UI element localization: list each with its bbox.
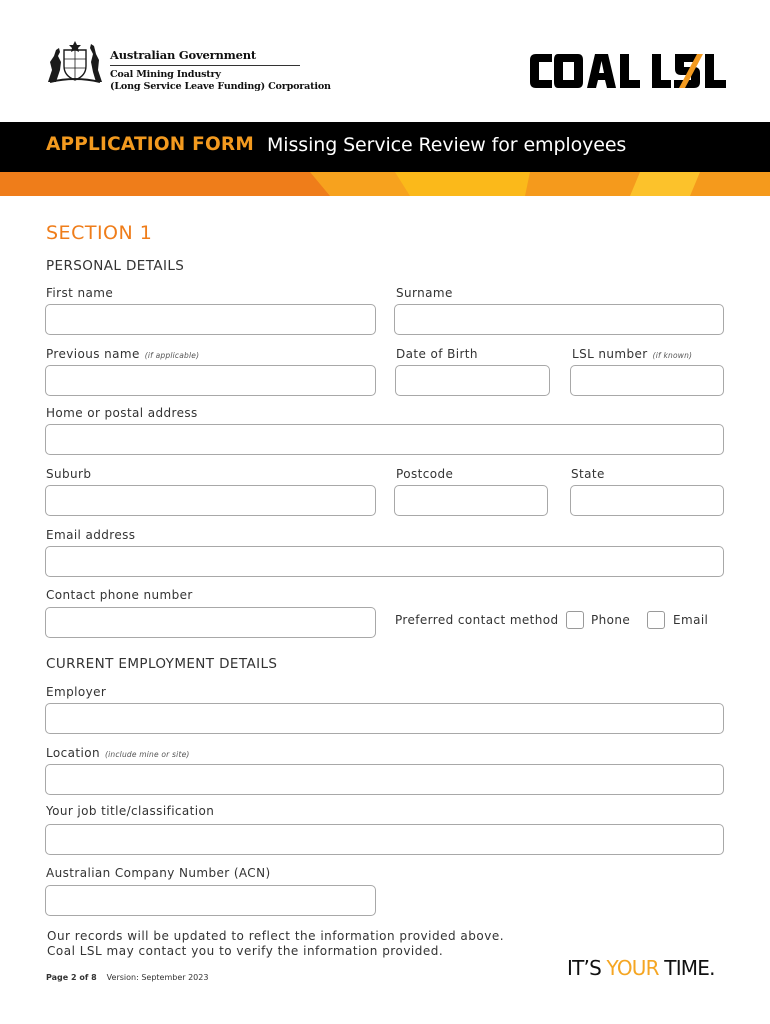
gov-title: Australian Government bbox=[110, 48, 257, 62]
acn-input[interactable] bbox=[45, 885, 376, 916]
job-title-input[interactable] bbox=[45, 824, 724, 855]
employer-label: Employer bbox=[46, 685, 107, 699]
phone-input[interactable] bbox=[45, 607, 376, 638]
contact-email-checkbox[interactable] bbox=[647, 611, 665, 629]
form-subject-title: Missing Service Review for employees bbox=[267, 134, 627, 156]
contact-email-option: Email bbox=[673, 613, 709, 627]
state-input[interactable] bbox=[570, 485, 724, 516]
gov-divider bbox=[110, 65, 300, 66]
slogan-post: TIME. bbox=[658, 956, 715, 980]
lsl-number-label-text: LSL number bbox=[572, 347, 648, 361]
location-label-text: Location bbox=[46, 746, 100, 760]
first-name-label: First name bbox=[46, 286, 114, 300]
postcode-label: Postcode bbox=[396, 467, 454, 481]
dob-input[interactable] bbox=[395, 365, 550, 396]
previous-name-input[interactable] bbox=[45, 365, 376, 396]
first-name-input[interactable] bbox=[45, 304, 376, 335]
lsl-number-input[interactable] bbox=[570, 365, 724, 396]
records-note: Our records will be updated to reflect the information provided above. bbox=[47, 929, 505, 943]
location-label bbox=[46, 746, 190, 760]
slogan bbox=[567, 956, 715, 980]
page-number: Page 2 of 8 bbox=[46, 973, 97, 982]
personal-details-heading: PERSONAL DETAILS bbox=[46, 258, 185, 274]
verification-note: Coal LSL may contact you to verify the information provided. bbox=[47, 944, 444, 958]
address-input[interactable] bbox=[45, 424, 724, 455]
previous-name-hint: (if applicable) bbox=[144, 351, 200, 360]
surname-input[interactable] bbox=[394, 304, 724, 335]
slogan-pre: IT’S bbox=[567, 956, 607, 980]
form-type-title: APPLICATION FORM bbox=[46, 134, 254, 155]
lsl-number-label bbox=[572, 347, 692, 361]
job-title-label: Your job title/classification bbox=[46, 804, 215, 818]
preferred-contact-label: Preferred contact method bbox=[395, 613, 559, 627]
section-heading: SECTION 1 bbox=[46, 222, 153, 244]
contact-phone-option: Phone bbox=[591, 613, 631, 627]
lsl-number-hint: (if known) bbox=[652, 351, 693, 360]
email-label: Email address bbox=[46, 528, 136, 542]
employment-details-heading: CURRENT EMPLOYMENT DETAILS bbox=[46, 656, 278, 672]
slogan-highlight: YOUR bbox=[606, 956, 659, 980]
acn-label: Australian Company Number (ACN) bbox=[46, 866, 271, 880]
coat-of-arms-icon bbox=[44, 40, 106, 84]
version-text: Version: September 2023 bbox=[106, 973, 209, 982]
surname-label: Surname bbox=[396, 286, 453, 300]
phone-label: Contact phone number bbox=[46, 588, 193, 602]
contact-phone-checkbox[interactable] bbox=[566, 611, 584, 629]
employer-input[interactable] bbox=[45, 703, 724, 734]
previous-name-label bbox=[46, 347, 199, 361]
suburb-label: Suburb bbox=[46, 467, 92, 481]
org-name-line2: (Long Service Leave Funding) Corporation bbox=[110, 81, 331, 92]
decorative-stripe bbox=[0, 172, 770, 196]
state-label: State bbox=[571, 467, 605, 481]
page-footer bbox=[46, 973, 208, 982]
address-label: Home or postal address bbox=[46, 406, 198, 420]
location-hint: (include mine or site) bbox=[104, 750, 190, 759]
location-input[interactable] bbox=[45, 764, 724, 795]
suburb-input[interactable] bbox=[45, 485, 376, 516]
coal-lsl-logo bbox=[528, 48, 728, 94]
email-input[interactable] bbox=[45, 546, 724, 577]
previous-name-label-text: Previous name bbox=[46, 347, 140, 361]
dob-label: Date of Birth bbox=[396, 347, 478, 361]
org-name-line1: Coal Mining Industry bbox=[110, 69, 221, 80]
postcode-input[interactable] bbox=[394, 485, 548, 516]
